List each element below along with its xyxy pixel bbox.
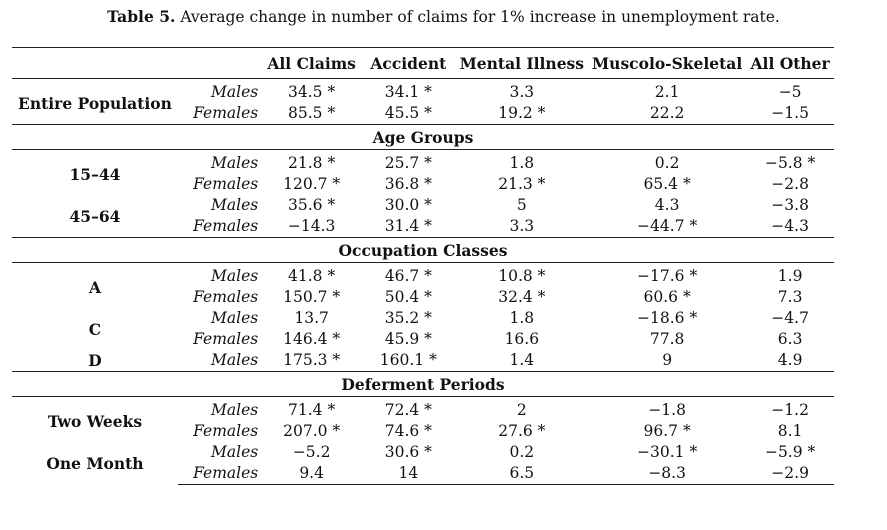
value-cell: 120.7 * bbox=[283, 175, 341, 193]
value-cell: −30.1 * bbox=[637, 443, 698, 461]
value-cell: 3.3 bbox=[509, 83, 535, 101]
header-all-other: All Other bbox=[746, 48, 834, 79]
table-row bbox=[12, 195, 834, 216]
value-cell: 50.4 * bbox=[384, 288, 432, 306]
group-label: A bbox=[88, 277, 101, 297]
table-row bbox=[12, 397, 834, 422]
table-row bbox=[12, 308, 834, 329]
value-cell: 25.7 * bbox=[384, 154, 432, 172]
value-cell: 31.4 * bbox=[384, 217, 432, 235]
value-cell: 85.5 * bbox=[288, 104, 336, 122]
value-cell: 9.4 bbox=[262, 463, 361, 485]
value-cell: 21.3 * bbox=[498, 175, 546, 193]
group-label: One Month bbox=[46, 453, 144, 473]
sex-label: Males bbox=[211, 309, 259, 327]
table-caption bbox=[0, 7, 887, 26]
table-row bbox=[12, 150, 834, 175]
value-cell: 7.3 bbox=[777, 288, 803, 306]
value-cell: 0.2 bbox=[509, 443, 535, 461]
section-title: Occupation Classes bbox=[12, 238, 834, 263]
caption-text: Average change in number of claims for 1% increase in unemployment rate. bbox=[180, 8, 780, 26]
value-cell: 1.8 bbox=[509, 154, 535, 172]
sex-label: Females bbox=[193, 175, 259, 193]
sex-label: Females bbox=[178, 463, 262, 485]
sex-label: Males bbox=[211, 154, 259, 172]
value-cell: 4.9 bbox=[777, 351, 803, 369]
group-label: Entire Population bbox=[18, 93, 172, 113]
value-cell: −2.8 bbox=[771, 175, 809, 193]
value-cell: −18.6 * bbox=[637, 309, 698, 327]
value-cell: 207.0 * bbox=[283, 422, 341, 440]
table-row bbox=[12, 350, 834, 372]
value-cell: 5 bbox=[516, 196, 527, 214]
value-cell: −44.7 * bbox=[637, 217, 698, 235]
value-cell: 1.4 bbox=[509, 351, 535, 369]
value-cell: 60.6 * bbox=[643, 288, 691, 306]
value-cell: −5.8 * bbox=[764, 154, 816, 172]
sex-label: Males bbox=[211, 351, 259, 369]
header-blank-group bbox=[12, 48, 178, 79]
value-cell: 27.6 * bbox=[498, 422, 546, 440]
value-cell: −4.3 bbox=[771, 217, 809, 235]
value-cell: −8.3 bbox=[588, 463, 746, 485]
value-cell: 0.2 bbox=[654, 154, 680, 172]
value-cell: 74.6 * bbox=[384, 422, 432, 440]
value-cell: 6.5 bbox=[456, 463, 588, 485]
section-title: Deferment Periods bbox=[12, 372, 834, 397]
value-cell: −1.5 bbox=[771, 104, 809, 122]
value-cell: 13.7 bbox=[294, 309, 329, 327]
sex-label: Females bbox=[193, 104, 259, 122]
sex-label: Males bbox=[211, 443, 259, 461]
value-cell: −17.6 * bbox=[637, 267, 698, 285]
group-label: D bbox=[88, 351, 102, 370]
header-blank-sex bbox=[178, 48, 262, 79]
group-label: 15–44 bbox=[69, 164, 121, 184]
sex-label: Males bbox=[211, 196, 259, 214]
table-header-row bbox=[12, 48, 834, 79]
value-cell: 160.1 * bbox=[379, 351, 437, 369]
group-label: Two Weeks bbox=[47, 411, 143, 431]
header-muscolo-skeletal: Muscolo-Skeletal bbox=[588, 48, 746, 79]
value-cell: 36.8 * bbox=[384, 175, 432, 193]
value-cell: 150.7 * bbox=[283, 288, 341, 306]
value-cell: 10.8 * bbox=[498, 267, 546, 285]
value-cell: 41.8 * bbox=[288, 267, 336, 285]
section-header-occupation-classes bbox=[12, 238, 834, 263]
value-cell: −4.7 bbox=[771, 309, 809, 327]
table-row bbox=[12, 263, 834, 288]
value-cell: −5.9 * bbox=[764, 443, 816, 461]
value-cell: 16.6 bbox=[504, 330, 540, 348]
group-label: 45–64 bbox=[69, 206, 121, 226]
header-accident: Accident bbox=[361, 48, 456, 79]
value-cell: 175.3 * bbox=[283, 351, 341, 369]
sex-label: Males bbox=[211, 267, 259, 285]
value-cell: 22.2 bbox=[649, 104, 685, 122]
value-cell: 19.2 * bbox=[498, 104, 546, 122]
value-cell: 2 bbox=[516, 401, 527, 419]
value-cell: 45.9 * bbox=[384, 330, 432, 348]
value-cell: 45.5 * bbox=[384, 104, 432, 122]
value-cell: 6.3 bbox=[777, 330, 803, 348]
value-cell: 2.1 bbox=[654, 83, 680, 101]
value-cell: 14 bbox=[361, 463, 456, 485]
section-title: Age Groups bbox=[12, 125, 834, 150]
value-cell: 34.1 * bbox=[384, 83, 432, 101]
value-cell: 30.0 * bbox=[384, 196, 432, 214]
value-cell: 9 bbox=[662, 351, 673, 369]
value-cell: 65.4 * bbox=[643, 175, 691, 193]
value-cell: 1.9 bbox=[777, 267, 803, 285]
value-cell: 146.4 * bbox=[283, 330, 341, 348]
sex-label: Females bbox=[193, 422, 259, 440]
table-row bbox=[12, 442, 834, 463]
value-cell: 21.8 * bbox=[288, 154, 336, 172]
sex-label: Females bbox=[193, 288, 259, 306]
section-header-deferment-periods bbox=[12, 372, 834, 397]
header-all-claims: All Claims bbox=[262, 48, 361, 79]
sex-label: Females bbox=[193, 330, 259, 348]
value-cell: 34.5 * bbox=[288, 83, 336, 101]
value-cell: 32.4 * bbox=[498, 288, 546, 306]
table-row bbox=[12, 79, 834, 104]
value-cell: −2.9 bbox=[746, 463, 834, 485]
header-mental-illness: Mental Illness bbox=[456, 48, 588, 79]
value-cell: 3.3 bbox=[509, 217, 535, 235]
value-cell: −1.8 bbox=[648, 401, 686, 419]
value-cell: 1.8 bbox=[509, 309, 535, 327]
value-cell: 35.2 * bbox=[384, 309, 432, 327]
value-cell: 35.6 * bbox=[288, 196, 336, 214]
caption-label: Table 5. bbox=[107, 7, 176, 26]
value-cell: −1.2 bbox=[771, 401, 809, 419]
value-cell: 30.6 * bbox=[384, 443, 432, 461]
sex-label: Males bbox=[211, 401, 259, 419]
group-label: C bbox=[88, 319, 102, 339]
value-cell: −14.3 bbox=[287, 217, 336, 235]
value-cell: 96.7 * bbox=[643, 422, 691, 440]
value-cell: 77.8 bbox=[649, 330, 685, 348]
value-cell: 71.4 * bbox=[288, 401, 336, 419]
claims-table bbox=[12, 47, 834, 485]
value-cell: 8.1 bbox=[777, 422, 803, 440]
section-header-age-groups bbox=[12, 125, 834, 150]
table-body bbox=[12, 79, 834, 485]
sex-label: Males bbox=[211, 83, 259, 101]
value-cell: −3.8 bbox=[771, 196, 809, 214]
value-cell: 4.3 bbox=[654, 196, 680, 214]
value-cell: −5.2 bbox=[292, 443, 331, 461]
value-cell: 46.7 * bbox=[384, 267, 432, 285]
value-cell: −5 bbox=[778, 83, 802, 101]
sex-label: Females bbox=[193, 217, 259, 235]
value-cell: 72.4 * bbox=[384, 401, 432, 419]
